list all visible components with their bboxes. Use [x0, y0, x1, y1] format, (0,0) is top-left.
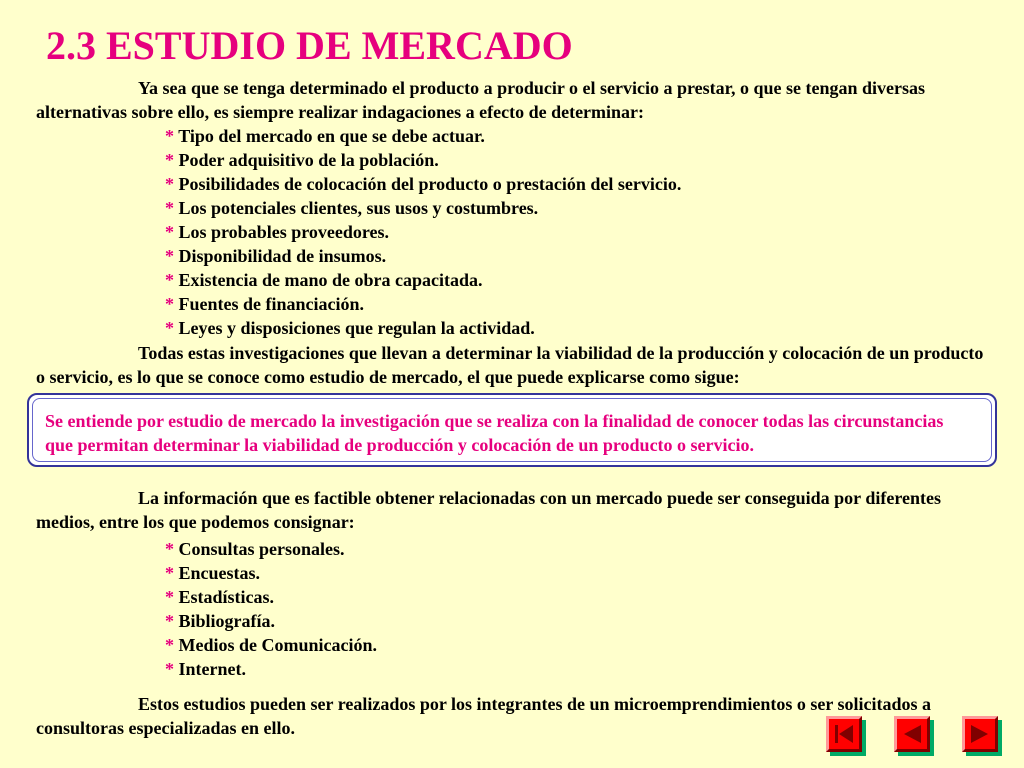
bullet-marker: * — [165, 611, 174, 631]
bullet-marker: * — [165, 126, 174, 146]
bullet-marker: * — [165, 563, 174, 583]
list-item: * Estadísticas. — [165, 587, 275, 607]
list-item: * Leyes y disposiciones que regulan la actividad. — [165, 318, 535, 338]
bullet-marker: * — [165, 659, 174, 679]
list-item: * Disponibilidad de insumos. — [165, 246, 387, 266]
list-item: * Consultas personales. — [165, 539, 345, 559]
list-item: * Los potenciales clientes, sus usos y costumbres. — [165, 198, 539, 218]
bullet-marker: * — [165, 294, 174, 314]
bullet-marker: * — [165, 635, 174, 655]
next-slide-button[interactable] — [962, 716, 998, 752]
bullet-marker: * — [165, 222, 174, 242]
list-item: * Los probables proveedores. — [165, 222, 390, 242]
list-item: * Tipo del mercado en que se debe actuar. — [165, 126, 485, 146]
sources-list — [165, 537, 377, 681]
page-title: 2.3 ESTUDIO DE MERCADO — [46, 23, 573, 68]
list-item: * Posibilidades de colocación del producto o prestación del servicio. — [165, 174, 682, 194]
determine-list — [165, 124, 681, 340]
previous-slide-icon — [897, 719, 927, 749]
bullet-marker: * — [165, 539, 174, 559]
list-item: * Existencia de mano de obra capacitada. — [165, 270, 483, 290]
bullet-marker: * — [165, 174, 174, 194]
bullet-marker: * — [165, 246, 174, 266]
closing-paragraph: Estos estudios pueden ser realizados por los integrantes de un microemprendimientos o ser solicitados a consultoras especializadas en ello. — [36, 694, 932, 738]
bullet-marker: * — [165, 270, 174, 290]
bullet-marker: * — [165, 150, 174, 170]
bullet-marker: * — [165, 198, 174, 218]
list-item: * Medios de Comunicación. — [165, 635, 378, 655]
bullet-marker: * — [165, 587, 174, 607]
list-item: * Poder adquisitivo de la población. — [165, 150, 439, 170]
list-item: * Encuestas. — [165, 563, 261, 583]
first-slide-icon — [829, 719, 859, 749]
information-paragraph: La información que es factible obtener relacionadas con un mercado puede ser conseguida por diferentes medios, entre los que podemos consignar: — [36, 488, 941, 532]
list-item: * Fuentes de financiación. — [165, 294, 365, 314]
intro-paragraph: Ya sea que se tenga determinado el producto a producir o el servicio a prestar, o que se tengan diversas alternativas sobre ello, es siempre realizar indagaciones a efecto de determinar: — [36, 78, 925, 122]
definition-box — [27, 393, 997, 467]
list-item: * Bibliografía. — [165, 611, 276, 631]
next-slide-icon — [965, 719, 995, 749]
previous-slide-button[interactable] — [894, 716, 930, 752]
investigations-paragraph: Todas estas investigaciones que llevan a determinar la viabilidad de la producción y colocación de un producto o servicio, es lo que se conoce como estudio de mercado, el que puede explicarse como sigue: — [36, 343, 984, 387]
definition-text: Se entiende por estudio de mercado la investigación que se realiza con la finalidad de conocer todas las circunstancias que permitan determinar la viabilidad de producción y colocación de un producto o servicio. — [45, 411, 944, 455]
bullet-marker: * — [165, 318, 174, 338]
list-item: * Internet. — [165, 659, 246, 679]
first-slide-button[interactable] — [826, 716, 862, 752]
